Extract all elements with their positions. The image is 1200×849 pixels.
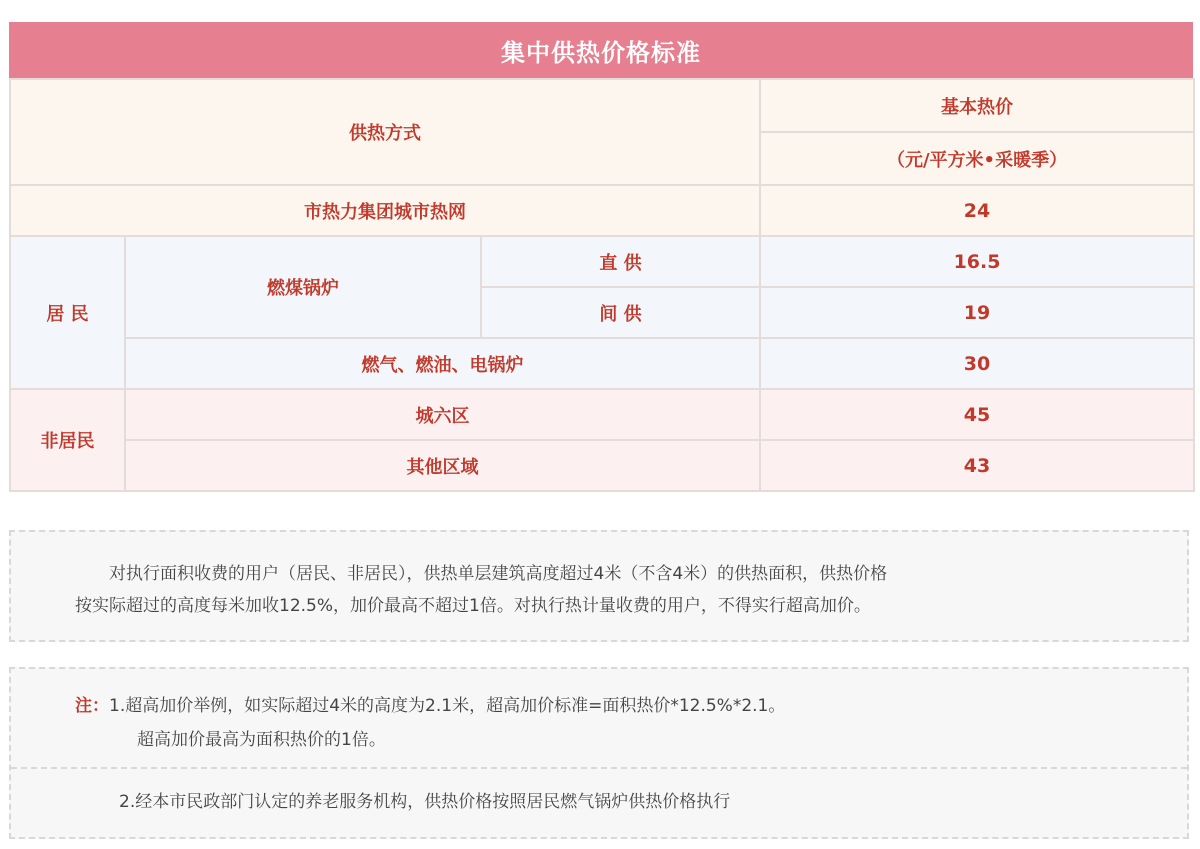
city-network-label: 市热力集团城市热网 [10, 185, 760, 236]
non-residential-label: 非居民 [10, 389, 125, 491]
header-heating-mode: 供热方式 [10, 79, 760, 185]
surcharge-note-line1: 对执行面积收费的用户（居民、非居民），供热单层建筑高度超过4米（不含4米）的供热面积，供热价格 [109, 564, 888, 584]
remark-item-1-line1: 1.超高加价举例，如实际超过4米的高度为2.1米，超高加价标准=面积热价*12.5%*2.1。 [109, 696, 786, 716]
remark-item-1 [11, 669, 1187, 769]
residential-label: 居 民 [10, 236, 125, 389]
six-districts-label: 城六区 [125, 389, 760, 440]
surcharge-note-line2: 按实际超过的高度每米加收12.5%，加价最高不超过1倍。对执行热计量收费的用户，不得实行超高加价。 [75, 596, 871, 616]
header-price-unit: （元/平方米•采暖季） [760, 132, 1194, 185]
direct-supply-price: 16.5 [760, 236, 1194, 287]
coal-boiler-label: 燃煤锅炉 [125, 236, 481, 338]
indirect-supply-price: 19 [760, 287, 1194, 338]
remark-item-1-line2: 超高加价最高为面积热价的1倍。 [137, 730, 386, 750]
note-label: 注： [75, 696, 109, 716]
indirect-supply-label: 间 供 [481, 287, 760, 338]
other-regions-price: 43 [760, 440, 1194, 491]
heating-price-table [9, 78, 1195, 492]
table-title: 集中供热价格标准 [9, 22, 1193, 78]
remarks-box [9, 667, 1189, 839]
gas-oil-electric-price: 30 [760, 338, 1194, 389]
height-surcharge-note [9, 530, 1189, 642]
other-regions-label: 其他区域 [125, 440, 760, 491]
gas-oil-electric-label: 燃气、燃油、电锅炉 [125, 338, 760, 389]
city-network-price: 24 [760, 185, 1194, 236]
six-districts-price: 45 [760, 389, 1194, 440]
direct-supply-label: 直 供 [481, 236, 760, 287]
remark-item-2: 2.经本市民政部门认定的养老服务机构，供热价格按照居民燃气锅炉供热价格执行 [119, 792, 731, 812]
header-base-price: 基本热价 [760, 79, 1194, 132]
